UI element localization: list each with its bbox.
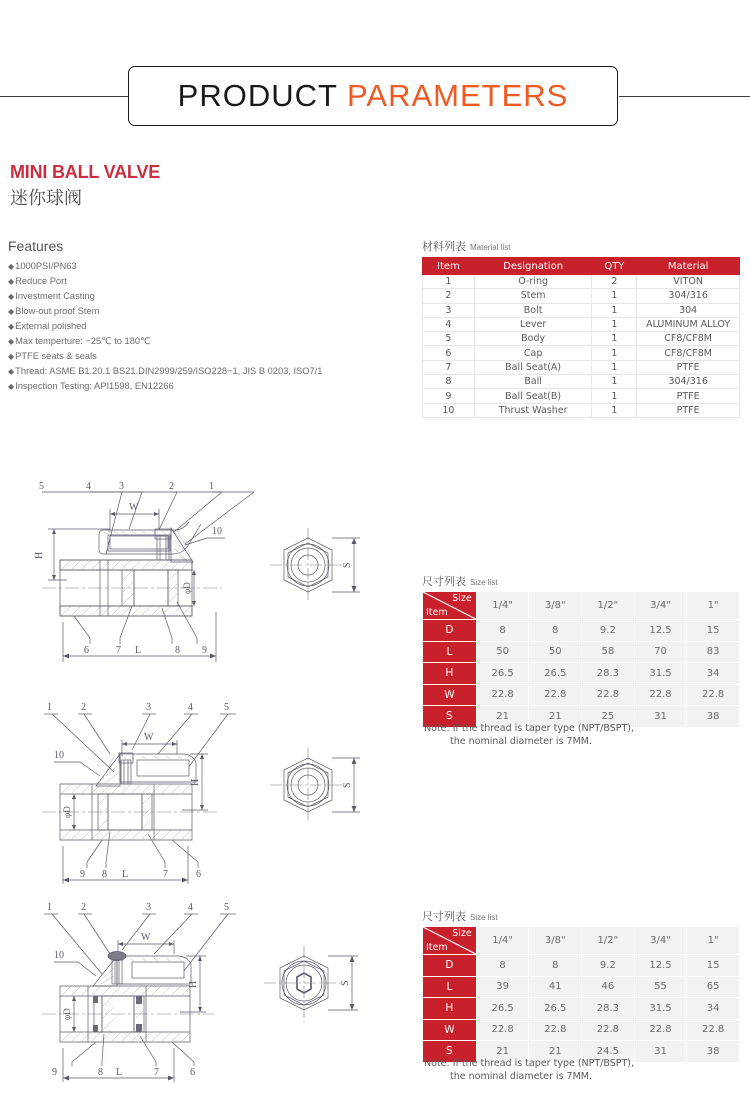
table-cell: ALUMINUM ALLOY (637, 317, 740, 331)
feature-item-label: Blow-out proof Stem (15, 306, 100, 316)
table-cell: 31.5 (634, 998, 687, 1020)
table-cell: 1 (423, 275, 475, 289)
page-title-word1: PRODUCT (177, 78, 338, 113)
size-list-1-caption-en: Size list (470, 578, 498, 587)
svg-text:6: 6 (190, 1067, 195, 1078)
column-header: Designation (474, 258, 592, 275)
svg-text:10: 10 (212, 526, 222, 537)
column-header: QTY (592, 258, 637, 275)
page-banner (0, 66, 750, 126)
feature-item (8, 349, 322, 364)
corner-label-item: Item (426, 942, 448, 953)
table-cell: 22.8 (634, 1019, 687, 1041)
table-row (423, 303, 740, 317)
size-row-header: S (423, 1041, 477, 1063)
material-list-caption-en: Material list (470, 243, 511, 252)
svg-text:9: 9 (202, 645, 207, 656)
diamond-bullet-icon: ◆ (8, 352, 15, 361)
size-row-header: W (423, 1019, 477, 1041)
table-cell: 25 (582, 706, 635, 728)
table-cell: 22.8 (582, 1019, 635, 1041)
banner-box (128, 66, 618, 126)
table-row (423, 620, 740, 642)
size-row-header: L (423, 641, 477, 663)
size-list-2-note-line2: the nominal diameter is 7MM. (450, 1071, 592, 1082)
table-cell: 8 (476, 620, 529, 642)
banner-rule-right (619, 96, 750, 97)
column-header: Item (423, 258, 475, 275)
table-cell: 8 (529, 955, 582, 977)
table-row (423, 663, 740, 685)
table-row (423, 360, 740, 374)
feature-item-label: Thread: ASME B1.20.1 BS21.DIN2999/259/ISO228−1, JIS B 0203, ISO7/1 (15, 366, 323, 376)
svg-text:1: 1 (209, 481, 214, 492)
diamond-bullet-icon: ◆ (8, 337, 15, 346)
page-title-word2: PARAMETERS (347, 78, 569, 113)
feature-item (8, 289, 322, 304)
table-cell: 50 (529, 641, 582, 663)
table-cell: 304 (637, 303, 740, 317)
svg-text:6: 6 (196, 869, 201, 880)
svg-text:S: S (340, 980, 351, 986)
table-cell: 1 (592, 332, 637, 346)
table-row (423, 403, 740, 417)
table-cell: Thrust Washer (474, 403, 592, 417)
table-row (423, 375, 740, 389)
table-cell: 9.2 (582, 620, 635, 642)
table-cell: VITON (637, 275, 740, 289)
material-list-caption-cn: 材料列表 (422, 240, 466, 253)
table-cell: PTFE (637, 389, 740, 403)
svg-text:5: 5 (39, 481, 44, 492)
size-row-header: D (423, 955, 477, 977)
table-cell: 12.5 (634, 620, 687, 642)
table-header-row (423, 592, 740, 620)
table-row (423, 998, 740, 1020)
size-list-2-note-line1: Note: If the thread is taper type (NPT/BSPT), (424, 1058, 635, 1069)
size-list-table-2 (422, 926, 740, 1063)
table-row (423, 289, 740, 303)
diamond-bullet-icon: ◆ (8, 307, 15, 316)
svg-text:W: W (144, 732, 154, 743)
product-name-en: MINI BALL VALVE (10, 162, 161, 182)
feature-item-label: Investment Casting (15, 291, 95, 301)
feature-item (8, 304, 322, 319)
table-cell: 22.8 (687, 1019, 740, 1041)
page-title (178, 78, 569, 114)
svg-text:H: H (190, 778, 201, 786)
svg-text:9: 9 (52, 1067, 57, 1078)
table-cell: Bolt (474, 303, 592, 317)
svg-text:2: 2 (81, 902, 86, 913)
size-column-header: 3/8" (529, 592, 582, 620)
table-cell: 3 (423, 303, 475, 317)
feature-item-label: PTFE seats & seals (15, 351, 97, 361)
table-cell: 21 (529, 706, 582, 728)
table-cell: 22.8 (529, 1019, 582, 1041)
table-cell: 50 (476, 641, 529, 663)
corner-label-size: Size (452, 928, 472, 939)
table-cell: Ball (474, 375, 592, 389)
valve-drawing-1-svg (22, 472, 372, 672)
product-name-cn: 迷你球阀 (10, 188, 82, 209)
svg-text:3: 3 (146, 902, 151, 913)
svg-text:3: 3 (146, 702, 151, 713)
svg-text:4: 4 (188, 702, 193, 713)
svg-text:S: S (342, 782, 353, 788)
svg-text:7: 7 (116, 645, 121, 656)
material-list-table (422, 257, 740, 418)
table-cell: 34 (687, 663, 740, 685)
table-cell: 1 (592, 317, 637, 331)
svg-text:5: 5 (224, 702, 229, 713)
table-cell: 26.5 (529, 663, 582, 685)
table-row (423, 955, 740, 977)
table-cell: 22.8 (582, 684, 635, 706)
size-list-1-note (424, 722, 634, 748)
svg-text:8: 8 (102, 869, 107, 880)
table-cell: 55 (634, 976, 687, 998)
size-row-header: D (423, 620, 477, 642)
size-column-header: 1/2" (582, 592, 635, 620)
table-cell: 1 (592, 346, 637, 360)
feature-item-label: Max temperture: −25℃ to 180℃ (15, 336, 151, 346)
svg-text:5: 5 (224, 902, 229, 913)
size-row-header: H (423, 998, 477, 1020)
valve-section-drawing-1 (22, 472, 372, 672)
features-list (8, 259, 322, 394)
table-cell: 21 (529, 1041, 582, 1063)
table-cell: 12.5 (634, 955, 687, 977)
table-row (423, 389, 740, 403)
table-cell: 304/316 (637, 289, 740, 303)
table-row (423, 346, 740, 360)
feature-item-label: Reduce Port (15, 276, 67, 286)
svg-text:1: 1 (47, 902, 52, 913)
features-heading: Features (8, 238, 64, 254)
svg-text:8: 8 (175, 645, 180, 656)
feature-item (8, 379, 322, 394)
table-cell: Ball Seat(A) (474, 360, 592, 374)
size-column-header: 1/4" (476, 927, 529, 955)
table-row (423, 684, 740, 706)
corner-label-item: Item (426, 607, 448, 618)
table-cell: 65 (687, 976, 740, 998)
table-cell: 46 (582, 976, 635, 998)
table-cell: Lever (474, 317, 592, 331)
diamond-bullet-icon: ◆ (8, 277, 15, 286)
table-cell: 15 (687, 955, 740, 977)
feature-item (8, 274, 322, 289)
svg-text:6: 6 (84, 645, 89, 656)
svg-text:4: 4 (188, 902, 193, 913)
diamond-bullet-icon: ◆ (8, 367, 15, 376)
feature-item-label: External polished (15, 321, 87, 331)
size-item-corner-cell (423, 592, 477, 620)
table-row (423, 275, 740, 289)
column-header: Material (637, 258, 740, 275)
svg-text:8: 8 (98, 1067, 103, 1078)
table-cell: 70 (634, 641, 687, 663)
size-list-1-note-line1: Note: If the thread is taper type (NPT/BSPT), (424, 723, 635, 734)
size-column-header: 1" (687, 927, 740, 955)
feature-item (8, 334, 322, 349)
size-column-header: 1" (687, 592, 740, 620)
table-cell: 41 (529, 976, 582, 998)
svg-text:H: H (188, 980, 199, 988)
table-cell: 9 (423, 389, 475, 403)
size-row-header: L (423, 976, 477, 998)
svg-text:L: L (135, 645, 142, 656)
table-cell: 22.8 (529, 684, 582, 706)
svg-text:φD: φD (62, 1008, 72, 1020)
table-cell: Ball Seat(B) (474, 389, 592, 403)
svg-text:φD: φD (182, 582, 192, 594)
table-cell: 1 (592, 360, 637, 374)
table-cell: 26.5 (476, 663, 529, 685)
table-cell: 28.3 (582, 998, 635, 1020)
corner-label-size: Size (452, 593, 472, 604)
svg-text:L: L (122, 869, 129, 880)
table-cell: 34 (687, 998, 740, 1020)
valve-section-drawing-3 (22, 892, 372, 1087)
svg-text:L: L (116, 1067, 123, 1078)
table-cell: 24.5 (582, 1041, 635, 1063)
table-cell: 1 (592, 389, 637, 403)
table-row (423, 332, 740, 346)
table-cell: 1 (592, 403, 637, 417)
table-cell: 1 (592, 303, 637, 317)
svg-text:S: S (342, 562, 353, 568)
size-list-2-caption (422, 908, 498, 924)
size-list-2-note (424, 1057, 634, 1083)
table-header-row (423, 258, 740, 275)
svg-text:1: 1 (47, 702, 52, 713)
table-cell: 38 (687, 1041, 740, 1063)
svg-text:9: 9 (80, 869, 85, 880)
table-cell: 2 (423, 289, 475, 303)
table-cell: Body (474, 332, 592, 346)
size-row-header: W (423, 684, 477, 706)
table-cell: 58 (582, 641, 635, 663)
table-cell: 8 (423, 375, 475, 389)
feature-item (8, 319, 322, 334)
table-cell: Stem (474, 289, 592, 303)
feature-item-label: 1000PSI/PN63 (15, 261, 77, 271)
table-cell: 10 (423, 403, 475, 417)
table-cell: 22.8 (476, 1019, 529, 1041)
diamond-bullet-icon: ◆ (8, 382, 15, 391)
table-row (423, 1019, 740, 1041)
table-cell: 26.5 (476, 998, 529, 1020)
feature-item-label: Inspection Testing: API1598, EN12266 (15, 381, 174, 391)
size-list-2-caption-en: Size list (470, 913, 498, 922)
table-cell: Cap (474, 346, 592, 360)
svg-text:W: W (141, 932, 151, 943)
size-list-table-1 (422, 591, 740, 728)
table-cell: 83 (687, 641, 740, 663)
feature-item (8, 364, 322, 379)
table-cell: 2 (592, 275, 637, 289)
size-item-corner-cell (423, 927, 477, 955)
size-row-header: S (423, 706, 477, 728)
size-column-header: 1/4" (476, 592, 529, 620)
svg-text:φD: φD (62, 806, 72, 818)
size-column-header: 3/4" (634, 592, 687, 620)
table-cell: O-ring (474, 275, 592, 289)
banner-rule-left (0, 96, 131, 97)
table-cell: PTFE (637, 360, 740, 374)
table-cell: 1 (592, 375, 637, 389)
table-cell: 4 (423, 317, 475, 331)
table-cell: 28.3 (582, 663, 635, 685)
svg-text:7: 7 (163, 869, 168, 880)
svg-text:10: 10 (54, 750, 64, 761)
table-cell: 26.5 (529, 998, 582, 1020)
table-cell: 1 (592, 289, 637, 303)
svg-text:W: W (129, 502, 139, 513)
table-cell: PTFE (637, 403, 740, 417)
table-row (423, 976, 740, 998)
feature-item (8, 259, 322, 274)
size-list-1-note-line2: the nominal diameter is 7MM. (450, 736, 592, 747)
svg-text:3: 3 (119, 481, 124, 492)
size-column-header: 1/2" (582, 927, 635, 955)
svg-text:2: 2 (169, 481, 174, 492)
table-cell: 21 (476, 706, 529, 728)
table-cell: 31.5 (634, 663, 687, 685)
table-cell: 7 (423, 360, 475, 374)
size-column-header: 3/8" (529, 927, 582, 955)
table-header-row (423, 927, 740, 955)
table-cell: 8 (476, 955, 529, 977)
size-list-1-caption (422, 573, 498, 589)
svg-text:H: H (34, 551, 45, 559)
svg-text:10: 10 (54, 950, 64, 961)
table-row (423, 641, 740, 663)
size-row-header: H (423, 663, 477, 685)
table-cell: 39 (476, 976, 529, 998)
diamond-bullet-icon: ◆ (8, 322, 15, 331)
table-cell: 21 (476, 1041, 529, 1063)
table-cell: 5 (423, 332, 475, 346)
valve-section-drawing-2 (22, 692, 372, 892)
table-cell: 6 (423, 346, 475, 360)
table-cell: 8 (529, 620, 582, 642)
table-row (423, 317, 740, 331)
table-cell: 31 (634, 706, 687, 728)
table-cell: CF8/CF8M (637, 346, 740, 360)
table-cell: 9.2 (582, 955, 635, 977)
size-column-header: 3/4" (634, 927, 687, 955)
table-cell: 38 (687, 706, 740, 728)
table-cell: 31 (634, 1041, 687, 1063)
svg-text:4: 4 (86, 481, 91, 492)
valve-drawing-3-svg (22, 892, 372, 1087)
table-cell: 22.8 (687, 684, 740, 706)
valve-drawing-2-svg (22, 692, 372, 892)
table-cell: CF8/CF8M (637, 332, 740, 346)
table-cell: 15 (687, 620, 740, 642)
size-list-2-caption-cn: 尺寸列表 (422, 910, 466, 923)
diamond-bullet-icon: ◆ (8, 262, 15, 271)
table-cell: 22.8 (634, 684, 687, 706)
table-cell: 304/316 (637, 375, 740, 389)
material-list-caption (422, 238, 510, 254)
diamond-bullet-icon: ◆ (8, 292, 15, 301)
svg-text:7: 7 (154, 1067, 159, 1078)
svg-text:2: 2 (81, 702, 86, 713)
table-cell: 22.8 (476, 684, 529, 706)
size-list-1-caption-cn: 尺寸列表 (422, 575, 466, 588)
